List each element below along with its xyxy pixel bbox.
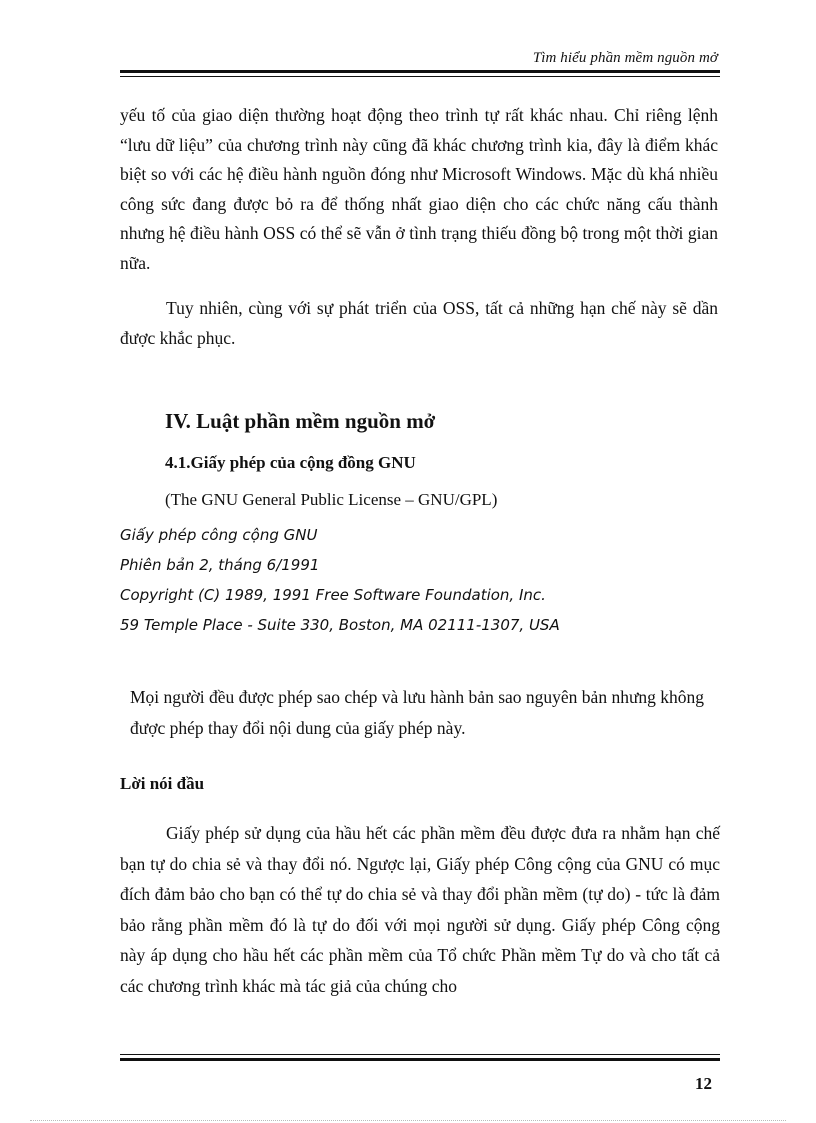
body-paragraph-3: [120, 818, 720, 1001]
license-info-line: Phiên bản 2, tháng 6/1991: [120, 556, 320, 574]
body-paragraph-2: [120, 294, 718, 353]
license-info-line: Copyright (C) 1989, 1991 Free Software Foundation, Inc.: [120, 586, 546, 604]
page-bottom-dotted-edge: [30, 1120, 786, 1121]
section-title: IV. Luật phần mềm nguồn mở: [165, 409, 436, 433]
license-info-line: 59 Temple Place - Suite 330, Boston, MA 02111-1307, USA: [120, 616, 560, 634]
footer-rule-thick: [120, 1058, 720, 1061]
license-name: (The GNU General Public License – GNU/GPL): [165, 490, 498, 509]
license-info-block: [120, 520, 560, 640]
page-number: 12: [695, 1074, 712, 1093]
foreword-title: Lời nói đầu: [120, 774, 205, 793]
paragraph-1-text: yếu tố của giao diện thường hoạt động theo trình tự rất khác nhau. Chỉ riêng lệnh “lưu dữ liệu” của chương trình này cũng đã khác chương trình kia, đây là điểm khác biệt so với các hệ điều hành nguồn đóng như Microsoft Windows. Mặc dù khá nhiều công sức đang được bỏ ra để thống nhất giao diện cho các chức năng cấu thành nhưng hệ điều hành OSS có thể sẽ vẫn ở tình trạng thiếu đồng bộ trong một thời gian nữa.: [120, 105, 718, 273]
header-rule-thin: [120, 76, 720, 77]
paragraph-2-text: Tuy nhiên, cùng với sự phát triển của OSS, tất cả những hạn chế này sẽ dần được khắc phục.: [120, 298, 718, 348]
running-header: Tìm hiểu phần mềm nguồn mở: [532, 50, 718, 66]
footer-rule-thin: [120, 1054, 720, 1055]
license-info-line: Giấy phép công cộng GNU: [120, 526, 318, 544]
permission-notice: Mọi người đều được phép sao chép và lưu hành bản sao nguyên bản nhưng không được phép thay đổi nội dung của giấy phép này.: [130, 687, 705, 738]
header-rule-thick: [120, 70, 720, 73]
subsection-title: 4.1.Giấy phép của cộng đồng GNU: [165, 453, 416, 472]
paragraph-3-text: Giấy phép sử dụng của hầu hết các phần mềm đều được đưa ra nhằm hạn chế bạn tự do chia sẻ và thay đổi nó. Ngược lại, Giấy phép Công cộng của GNU có mục đích đảm bảo cho bạn có thể tự do chia sẻ và thay đổi phần mềm (tự do) - tức là đảm bảo rằng phần mềm đó là tự do đối với mọi người sử dụng. Giấy phép Công cộng này áp dụng cho hầu hết các phần mềm của Tổ chức Phần mềm Tự do và cho tất cả các chương trình khác mà tác giả của chúng cho: [120, 823, 720, 996]
body-paragraph-1: [120, 101, 718, 278]
